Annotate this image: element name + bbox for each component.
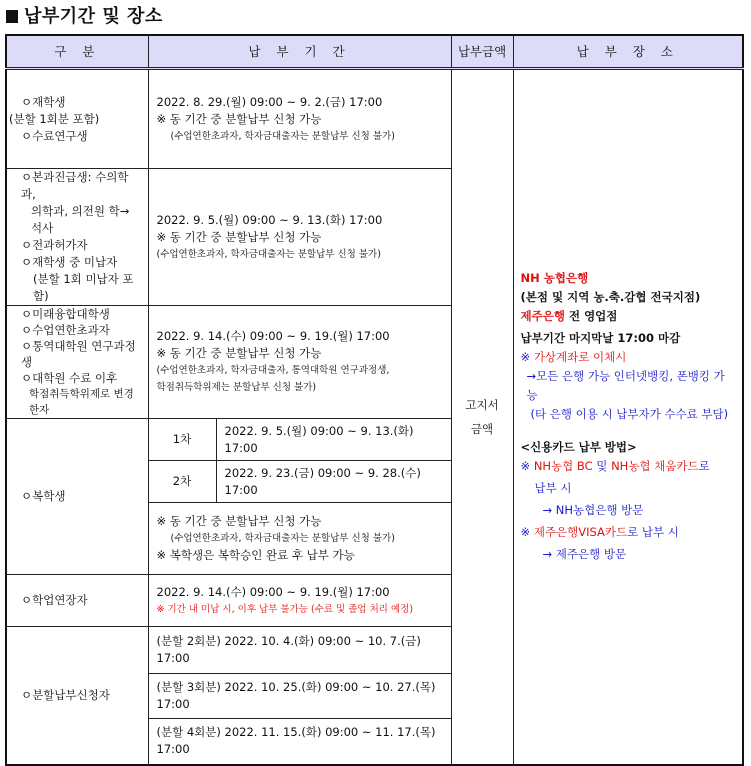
virtual-account-line: →모든 은행 가능 인터넷뱅킹, 폰뱅킹 가능: [526, 369, 725, 403]
note-mark: ※: [520, 525, 534, 540]
period-cell: [148, 69, 451, 169]
deadline-text: 납부기간 마지막날 17:00 마감: [520, 331, 681, 346]
card2-text: 로 납부 시: [627, 525, 679, 540]
place-cell: [513, 69, 743, 765]
period-warning: ※ 기간 내 미납 시, 이후 납부 불가능 (수료 및 졸업 처리 예정): [156, 603, 414, 615]
category-line: ㅇ수업연한초과자: [21, 323, 110, 337]
period-date: 2022. 9. 5.(월) 09:00 ~ 9. 13.(화) 17:00: [156, 212, 383, 227]
category-cell: [6, 306, 148, 419]
category-line: (분할 1회 미납자 포함): [33, 272, 134, 303]
round-label: 2차: [148, 461, 216, 503]
period-cell: [148, 503, 451, 575]
category-line: 의학과, 의전원 학→석사: [31, 204, 130, 235]
category-cell: ㅇ분할납부신청자: [6, 627, 148, 765]
note-mark: ※: [520, 459, 534, 474]
card1-text: NH농협 채움카드: [611, 459, 699, 474]
amount-line: 금액: [470, 421, 494, 436]
bank2-suffix: 전 영업점: [564, 309, 618, 324]
round-period: 2022. 9. 23.(금) 09:00 ~ 9. 28.(수) 17:00: [216, 461, 451, 503]
table-row: [6, 69, 743, 169]
header-place: 납 부 장 소: [513, 35, 743, 69]
category-line: ㅇ수료연구생: [21, 128, 88, 143]
category-cell: ㅇ학업연장자: [6, 575, 148, 627]
header-category: 구 분: [6, 35, 148, 69]
section-title: [6, 2, 163, 28]
section-title-text: 납부기간 및 장소: [24, 6, 163, 27]
card1-text: 로: [698, 459, 710, 474]
bank1-detail: (본점 및 지역 농.축.감협 전국지점): [520, 290, 701, 305]
category-line: ㅇ통역대학원 연구과정생: [21, 339, 136, 369]
category-line: ㅇ재학생 중 미납자: [21, 255, 118, 269]
category-cell: [6, 69, 148, 169]
installment-period: (분할 3회분) 2022. 10. 25.(화) 09:00 ~ 10. 27.(목) 17:00: [148, 674, 451, 719]
amount-line: 고지서: [465, 397, 499, 412]
period-note: ※ 동 기간 중 분할납부 신청 가능: [156, 514, 322, 528]
card1-visit: → NH농협은행 방문: [542, 503, 644, 518]
header-amount: 납부금액: [451, 35, 513, 69]
category-cell: [6, 169, 148, 306]
period-subnote: (수업연한초과자, 학자금대출자는 분할납부 신청 불가): [170, 533, 395, 544]
installment-period: (분할 2회분) 2022. 10. 4.(화) 09:00 ~ 10. 7.(금) 17:00: [148, 627, 451, 674]
card2-visit: → 제주은행 방문: [542, 547, 627, 562]
card1-text: 납부 시: [534, 481, 572, 496]
note-mark: ※: [520, 350, 534, 365]
bank1-name: NH 농협은행: [520, 271, 589, 286]
credit-card-title: <신용카드 납부 방법>: [520, 440, 637, 455]
header-period: 납 부 기 간: [148, 35, 451, 69]
round-period: 2022. 9. 5.(월) 09:00 ~ 9. 13.(화) 17:00: [216, 419, 451, 461]
period-date: 2022. 8. 29.(월) 09:00 ~ 9. 2.(금) 17:00: [156, 94, 383, 109]
period-subnote: (수업연한초과자, 학자금대출자는 분할납부 신청 불가): [170, 130, 395, 142]
category-line: ㅇ대학원 수료 이후: [21, 371, 118, 385]
payment-schedule-table: [5, 34, 744, 766]
category-cell: ㅇ복학생: [6, 419, 148, 575]
card1-text: 및: [592, 459, 612, 474]
bank2-name: 제주은행: [520, 309, 565, 324]
period-date: 2022. 9. 14.(수) 09:00 ~ 9. 19.(월) 17:00: [156, 329, 390, 343]
round-label: 1차: [148, 419, 216, 461]
period-note: ※ 복학생은 복학승인 완료 후 납부 가능: [156, 548, 355, 562]
period-note: ※ 동 기간 중 분할납부 신청 가능: [156, 229, 322, 244]
table-header-row: [6, 35, 743, 69]
installment-period: (분할 4회분) 2022. 11. 15.(화) 09:00 ~ 11. 17.(목) 17:00: [148, 719, 451, 765]
period-date: 2022. 9. 14.(수) 09:00 ~ 9. 19.(월) 17:00: [156, 584, 390, 599]
period-cell: [148, 169, 451, 306]
square-bullet-icon: [6, 10, 18, 23]
category-line: 학점취득학위제로 변경한자: [29, 388, 134, 416]
period-cell: [148, 306, 451, 419]
card1-text: NH농협 BC: [533, 459, 593, 474]
period-subnote: (수업연한초과자, 학자금대출자, 통역대학원 연구과정생,: [156, 365, 390, 376]
period-subnote: 학점취득학위제는 분할납부 신청 불가): [156, 382, 317, 393]
virtual-account-title: 가상계좌로 이체시: [533, 350, 627, 365]
category-line: ㅇ본과진급생: 수의학과,: [21, 170, 129, 201]
category-line: ㅇ미래융합대학생: [21, 307, 110, 321]
category-line: ㅇ재학생: [21, 94, 66, 109]
period-cell: [148, 575, 451, 627]
virtual-account-fee: (타 은행 이용 시 납부자가 수수료 부담): [530, 407, 729, 422]
period-note: ※ 동 기간 중 분할납부 신청 가능: [156, 346, 322, 360]
card2-text: 제주은행VISA카드: [533, 525, 628, 540]
category-line: (분할 1회분 포함): [9, 111, 100, 126]
period-subnote: (수업연한초과자, 학자금대출자는 분할납부 신청 불가): [156, 248, 381, 260]
amount-cell: [451, 69, 513, 765]
category-line: ㅇ전과허가자: [21, 238, 88, 252]
period-note: ※ 동 기간 중 분할납부 신청 가능: [156, 111, 322, 126]
